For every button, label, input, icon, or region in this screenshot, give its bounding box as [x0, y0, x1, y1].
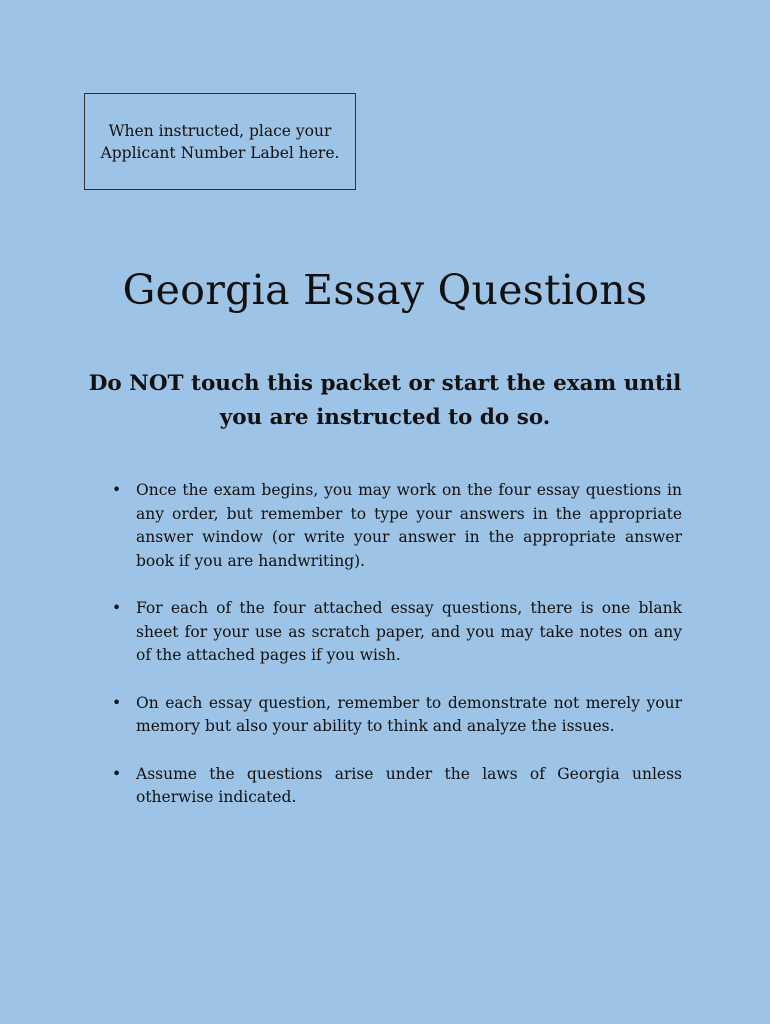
- applicant-label-box: [84, 93, 356, 190]
- applicant-label-text: When instructed, place your Applicant Number Label here.: [100, 121, 340, 162]
- instruction-text: On each essay question, remember to demonstrate not merely your memory but also your ability to think and analyze the issues.: [136, 693, 682, 735]
- instructions-list: [108, 479, 682, 834]
- instruction-text: Once the exam begins, you may work on the four essay questions in any order, but remember to type your answers in the appropriate answer window (or write your answer in the appropriate answer book if you are handwriting).: [136, 481, 682, 570]
- instruction-item: [108, 479, 682, 573]
- bullet-icon: •: [112, 764, 122, 783]
- bullet-icon: •: [112, 693, 122, 712]
- instruction-item: [108, 763, 682, 810]
- instruction-text: Assume the questions arise under the laws of Georgia unless otherwise indicated.: [136, 764, 682, 806]
- page-title: Georgia Essay Questions: [122, 266, 648, 314]
- bullet-icon: •: [112, 481, 122, 499]
- instruction-item: [108, 692, 682, 739]
- instruction-item: [108, 597, 682, 668]
- bullet-icon: •: [112, 599, 122, 617]
- warning-notice: Do NOT touch this packet or start the exam until you are instructed to do so.: [88, 371, 682, 430]
- instruction-text: For each of the four attached essay questions, there is one blank sheet for your use as scratch paper, and you may take notes on any of the attached pages if you wish.: [136, 599, 682, 664]
